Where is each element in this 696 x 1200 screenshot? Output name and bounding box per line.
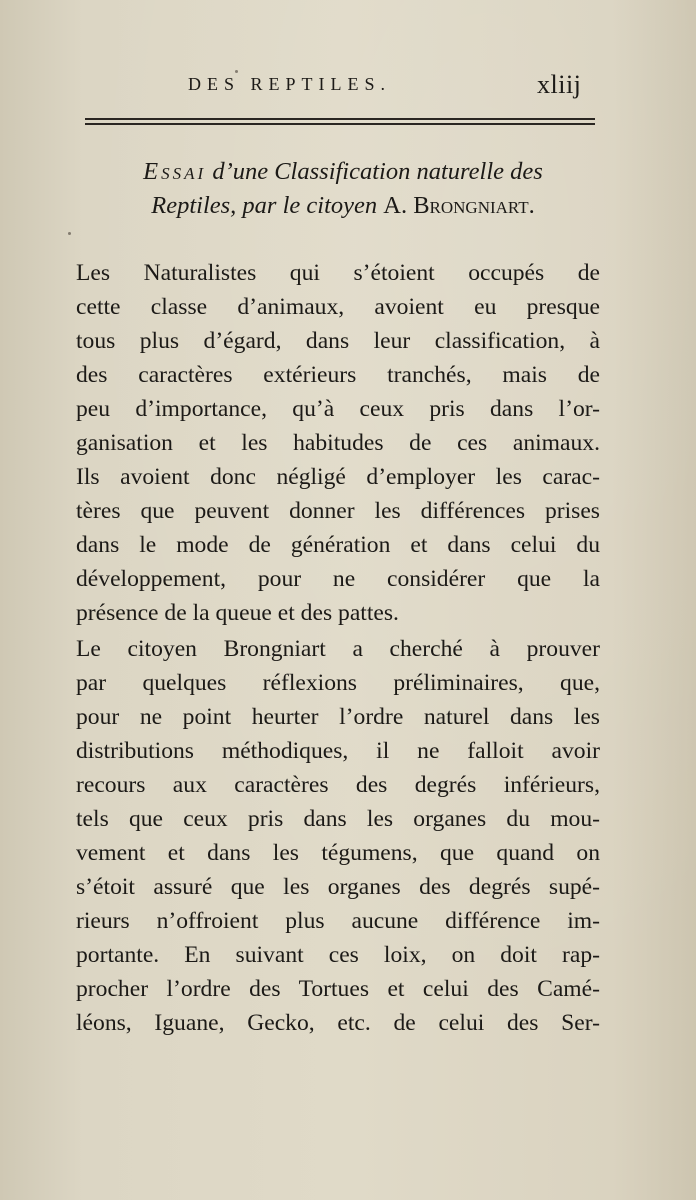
text-line: léons, Iguane, Gecko, etc. de celui des Ser-: [76, 1010, 600, 1036]
heading-line-2-text: Reptiles, par le citoyen: [151, 192, 384, 219]
text-line: s’étoit assuré que les organes des degrés supé-: [76, 874, 600, 900]
text-line: portante. En suivant ces loix, on doit rap-: [76, 942, 600, 968]
header-rule-lower: [85, 123, 595, 125]
ink-speck: [68, 232, 71, 235]
text-line: recours aux caractères des degrés inférieurs,: [76, 772, 600, 798]
text-line: rieurs n’offroient plus aucune différence im-: [76, 908, 600, 934]
text-line: développement, pour ne considérer que la: [76, 566, 600, 592]
text-line: par quelques réflexions préliminaires, que,: [76, 670, 600, 696]
header-rule-upper: [85, 118, 595, 120]
ink-speck: [235, 70, 238, 73]
text-line: tères que peuvent donner les différences prises: [76, 498, 600, 524]
text-line: Ils avoient donc négligé d’employer les carac-: [76, 464, 600, 490]
heading-line-1: [78, 155, 608, 189]
heading-line-2: [78, 189, 608, 223]
text-line: procher l’ordre des Tortues et celui des Camé-: [76, 976, 600, 1002]
heading-essai: Essai: [143, 158, 207, 185]
text-line: peu d’importance, qu’à ceux pris dans l’or-: [76, 396, 600, 422]
text-line: ganisation et les habitudes de ces animaux.: [76, 430, 600, 456]
running-head: [0, 70, 696, 110]
text-line: vement et dans les tégumens, que quand on: [76, 840, 600, 866]
text-line: Les Naturalistes qui s’étoient occupés de: [76, 260, 600, 286]
text-line: cette classe d’animaux, avoient eu presque: [76, 294, 600, 320]
text-line: dans le mode de génération et dans celui du: [76, 532, 600, 558]
paragraph-2: [76, 632, 600, 1040]
text-line: distributions méthodiques, il ne falloit avoir: [76, 738, 600, 764]
heading-author: A. Brongniart.: [383, 192, 535, 219]
section-heading: [78, 155, 608, 223]
text-line: tous plus d’égard, dans leur classification, à: [76, 328, 600, 354]
page-number: xliij: [537, 70, 582, 99]
text-line: des caractères extérieurs tranchés, mais de: [76, 362, 600, 388]
text-line: présence de la queue et des pattes.: [76, 600, 399, 626]
running-title: DES REPTILES.: [188, 74, 392, 94]
text-line: pour ne point heurter l’ordre naturel dans les: [76, 704, 600, 730]
heading-rest-line-1: d’une Classification naturelle des: [206, 158, 543, 185]
text-line: tels que ceux pris dans les organes du mou-: [76, 806, 600, 832]
paragraph-1: [76, 256, 600, 630]
text-line: Le citoyen Brongniart a cherché à prouver: [76, 636, 600, 662]
